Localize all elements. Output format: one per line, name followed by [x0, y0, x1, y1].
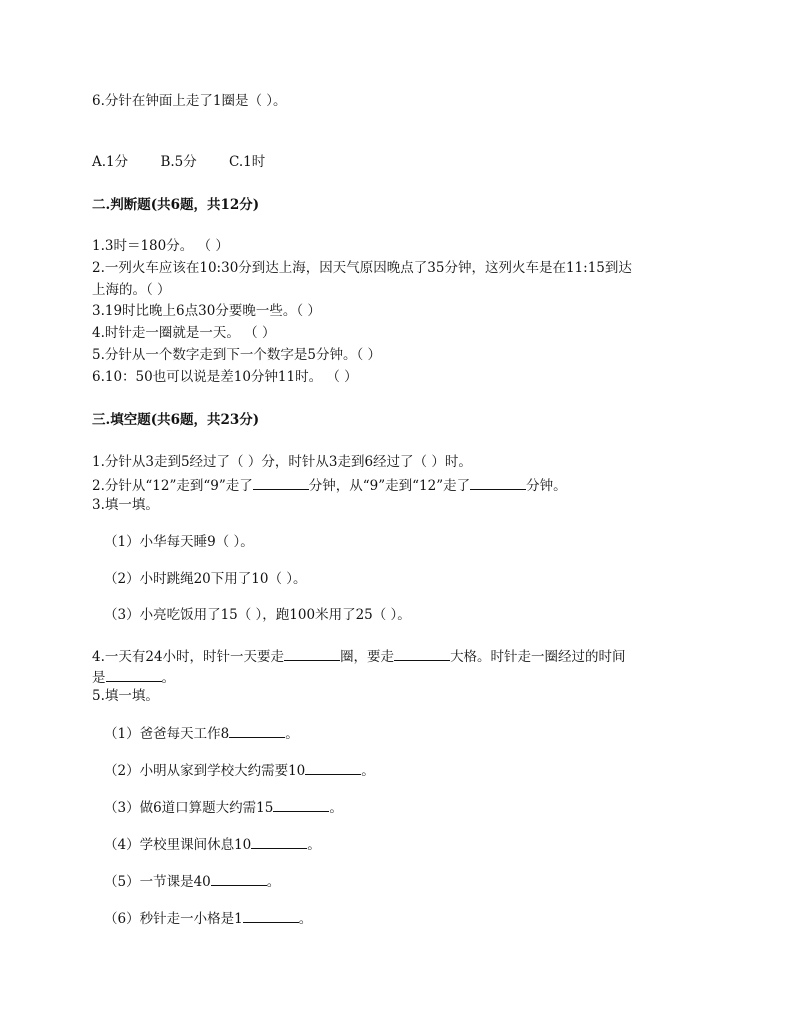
question-6-options [92, 153, 293, 171]
fill-q5-item-1: （1）爸爸每天工作8 。 [104, 723, 299, 743]
fill-q5-item-3: （3）做6道口算题大约需15 。 [104, 797, 343, 817]
fill-q3-title: 3.填一填。 [92, 497, 159, 513]
answer-blank[interactable] [229, 723, 285, 738]
option-a: A.1分 [92, 154, 129, 170]
fill-q3-item-3: （3）小亮吃饭用了15（ ），跑100米用了25（ ）。 [104, 607, 411, 623]
judge-item-2-cont: 上海的。（ ） [92, 282, 171, 298]
answer-blank[interactable] [305, 760, 361, 775]
judge-item-3: 3.19时比晚上6点30分要晚一些。（ ） [92, 303, 321, 319]
option-b: B.5分 [160, 154, 197, 170]
fill-q5-item-4: （4）学校里课间休息10 。 [104, 834, 321, 854]
judge-item-5: 5.分针从一个数字走到下一个数字是5分钟。（ ） [92, 347, 382, 363]
fill-q1: 1.分针从3走到5经过了（ ）分，时针从3走到6经过了（ ）时。 [92, 454, 472, 470]
section-3-heading: 三.填空题(共6题，共23分) [92, 412, 260, 428]
option-c: C.1时 [229, 154, 266, 170]
answer-blank[interactable] [470, 475, 526, 490]
fill-q4: 4.一天有24小时，时针一天要走 圈，要走 大格。时针走一圈经过的时间 [92, 646, 626, 666]
judge-item-1: 1.3时＝180分。 （ ） [92, 238, 229, 254]
fill-q5-item-5: （5）一节课是40 。 [104, 871, 280, 891]
answer-blank[interactable] [273, 797, 329, 812]
section-2-heading: 二.判断题(共6题，共12分) [92, 197, 260, 213]
answer-blank[interactable] [284, 646, 340, 661]
answer-blank[interactable] [106, 667, 162, 682]
fill-q4-cont: 是 。 [92, 667, 175, 687]
question-6-stem: 6.分针在钟面上走了1圈是（ ）。 [92, 93, 287, 109]
fill-q5-title: 5.填一填。 [92, 688, 159, 704]
fill-q2: 2.分针从“12”走到“9”走了 分钟，从“9”走到“12”走了 分钟。 [92, 475, 567, 495]
judge-item-4: 4.时针走一圈就是一天。 （ ） [92, 325, 276, 341]
answer-blank[interactable] [251, 834, 307, 849]
judge-item-6: 6.10：50也可以说是差10分钟11时。 （ ） [92, 369, 358, 385]
fill-q3-item-1: （1）小华每天睡9（ ）。 [104, 534, 254, 550]
judge-item-2: 2.一列火车应该在10:30分到达上海，因天气原因晚点了35分钟，这列火车是在11:15到达 [92, 260, 632, 276]
answer-blank[interactable] [394, 646, 450, 661]
answer-blank[interactable] [211, 871, 267, 886]
fill-q3-item-2: （2）小时跳绳20下用了10（ ）。 [104, 571, 307, 587]
answer-blank[interactable] [253, 475, 309, 490]
fill-q5-item-6: （6）秒针走一小格是1 。 [104, 908, 312, 928]
answer-blank[interactable] [243, 908, 299, 923]
fill-q5-item-2: （2）小明从家到学校大约需要10 。 [104, 760, 375, 780]
